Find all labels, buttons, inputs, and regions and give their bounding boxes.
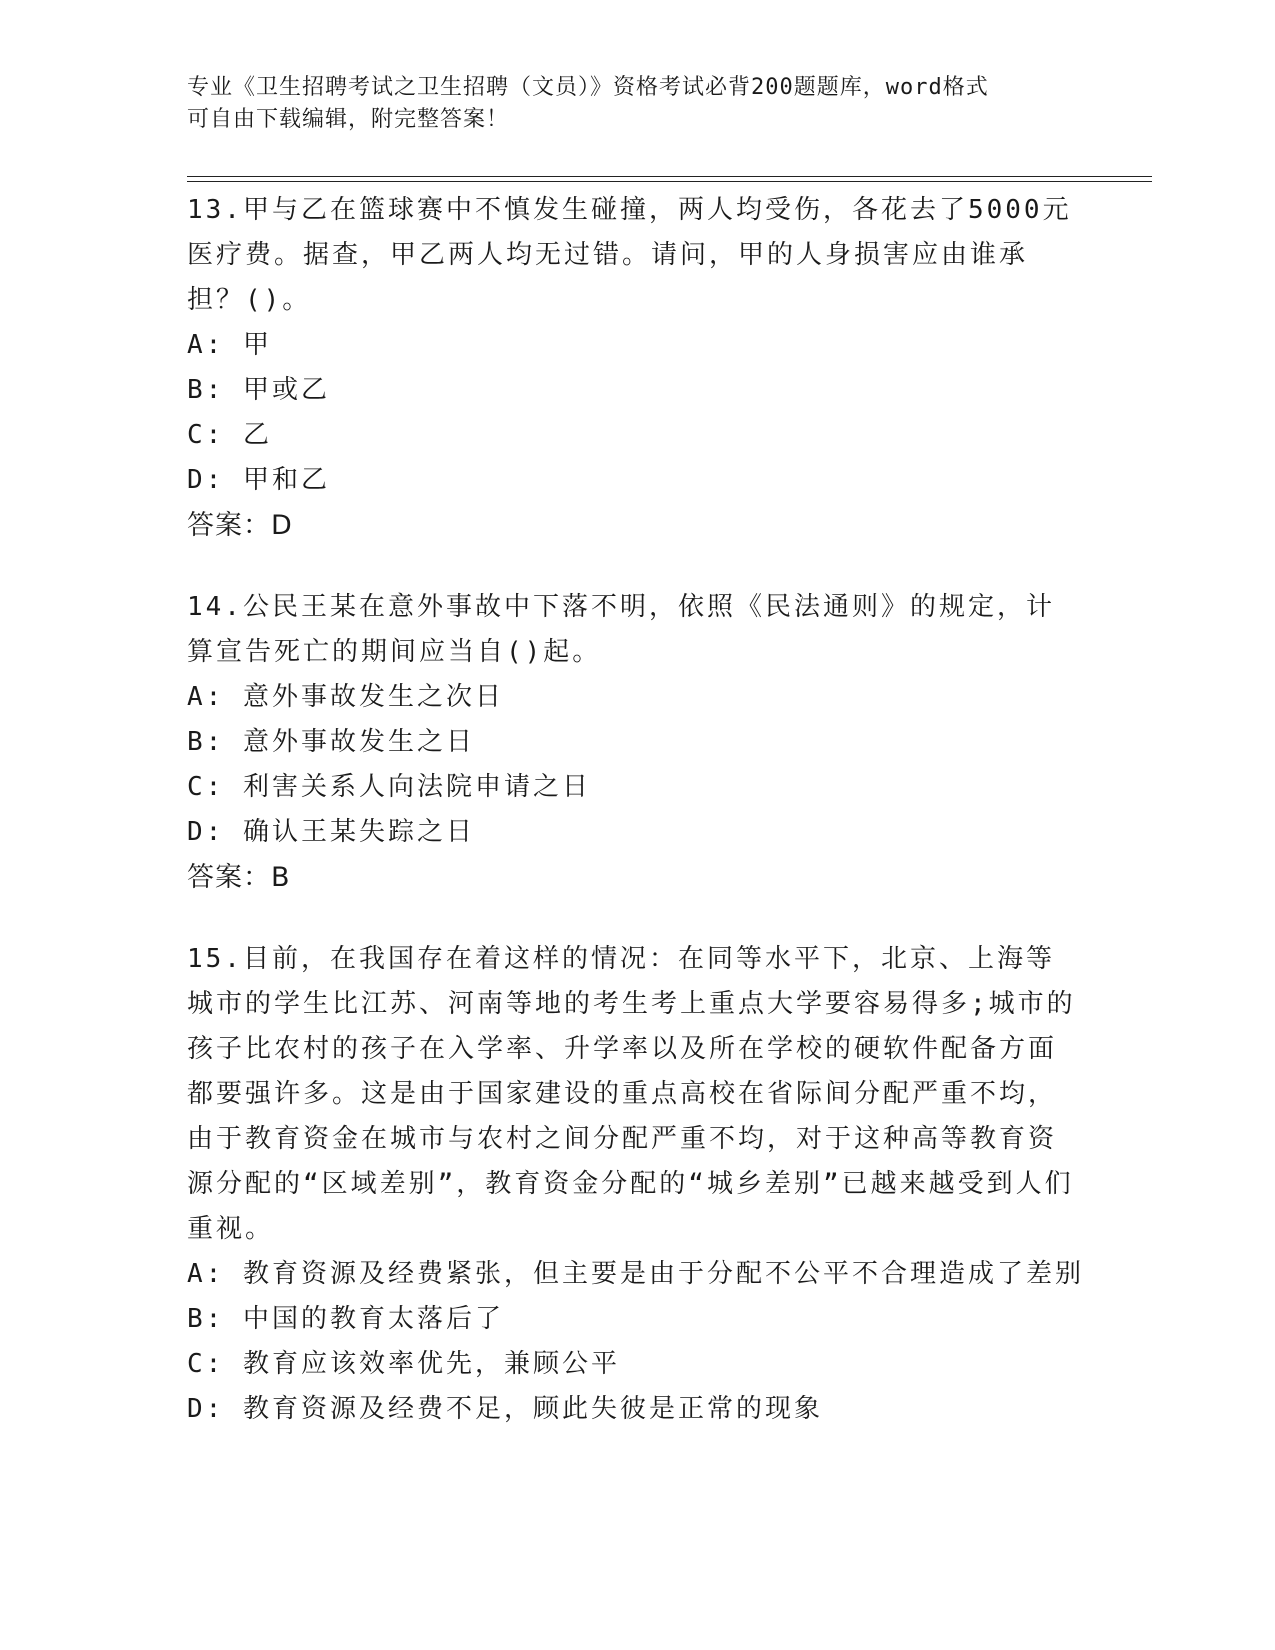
option-c: C: 乙 — [187, 420, 272, 450]
option-d: D: 确认王某失踪之日 — [187, 817, 475, 847]
option-a: A: 意外事故发生之次日 — [187, 682, 504, 712]
question-stem: 15.目前，在我国存在着这样的情况：在同等水平下，北京、上海等城市的学生比江苏、河南等地的考生考上重点大学要容易得多;城市的孩子比农村的孩子在入学率、升学率以及所在学校的硬软件配备方面都要强许多。这是由于国家建设的重点高校在省际间分配严重不均，由于教育资金在城市与农村之间分配严重不均，对于这种高等教育资源分配的“区域差别”，教育资金分配的“城乡差别”已越来越受到人们重视。 — [187, 944, 1076, 1244]
option-b: B: 甲或乙 — [187, 375, 330, 405]
option-c: C: 利害关系人向法院申请之日 — [187, 772, 591, 802]
option-a: A: 甲 — [187, 330, 272, 360]
document-header: 专业《卫生招聘考试之卫生招聘（文员）》资格考试必背200题题库，word格式 可自由下载编辑，附完整答案！ — [187, 75, 989, 132]
option-b: B: 意外事故发生之日 — [187, 727, 475, 757]
option-d: D: 甲和乙 — [187, 465, 330, 495]
option-c: C: 教育应该效率优先，兼顾公平 — [187, 1349, 620, 1379]
question-list — [187, 188, 1084, 1468]
question-15 — [187, 937, 1084, 1432]
option-d: D: 教育资源及经费不足，顾此失彼是正常的现象 — [187, 1394, 823, 1424]
question-13 — [187, 188, 1077, 549]
question-stem: 14.公民王某在意外事故中下落不明，依照《民法通则》的规定，计算宣告死亡的期间应当自()起。 — [187, 592, 1055, 667]
option-a: A: 教育资源及经费紧张，但主要是由于分配不公平不合理造成了差别 — [187, 1259, 1084, 1289]
header-rule-bottom — [187, 181, 1152, 182]
question-14 — [187, 585, 1077, 901]
header-rule-top — [187, 176, 1152, 177]
option-b: B: 中国的教育太落后了 — [187, 1304, 504, 1334]
answer-line: 答案：D — [187, 510, 293, 541]
question-stem: 13.甲与乙在篮球赛中不慎发生碰撞，两人均受伤，各花去了5000元医疗费。据查，甲乙两人均无过错。请问，甲的人身损害应由谁承担？()。 — [187, 195, 1072, 315]
answer-line: 答案：B — [187, 862, 291, 893]
